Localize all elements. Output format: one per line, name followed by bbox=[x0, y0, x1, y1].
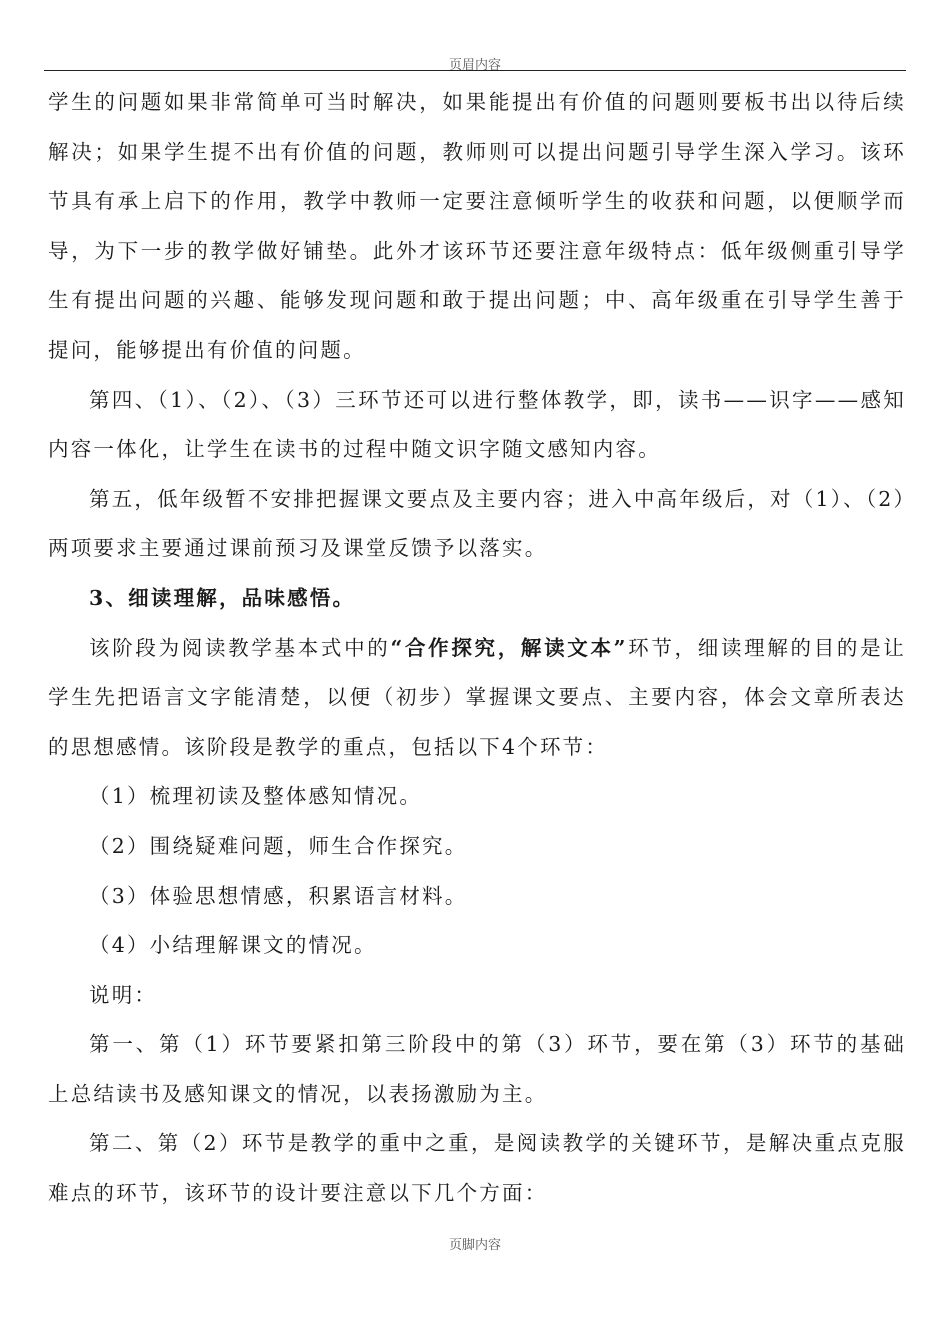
page-header: 页眉内容 bbox=[448, 58, 501, 73]
list-item-3: （3）体验思想情感，积累语言材料。 bbox=[89, 883, 468, 908]
header-rule bbox=[44, 70, 906, 71]
paragraph-stage-intro bbox=[48, 624, 906, 773]
section-heading-3: 3、细读理解，品味感悟。 bbox=[89, 585, 356, 610]
document-body bbox=[48, 78, 906, 1219]
stage-intro-rest: 环节，细读理解的目的是让学生先把语言文字能清楚，以便（初步）掌握课文要点、主要内容，体会文章所表达的思想感情。该阶段是教学的重点，包括以下4个环节： bbox=[48, 635, 906, 759]
note-label: 说明： bbox=[89, 982, 158, 1007]
paragraph-note-one: 第一、第（1）环节要紧扣第三阶段中的第（3）环节，要在第（3）环节的基础上总结读书及感知课文的情况，以表扬激励为主。 bbox=[48, 1032, 906, 1106]
page-footer: 页脚内容 bbox=[448, 1238, 501, 1253]
paragraph-continued: 学生的问题如果非常简单可当时解决，如果能提出有价值的问题则要板书出以待后续解决；如果学生提不出有价值的问题，教师则可以提出问题引导学生深入学习。该环节具有承上启下的作用，教学中教师一定要注意倾听学生的收获和问题，以便顺学而导，为下一步的教学做好铺垫。此外才该环节还要注意年级特点：低年级侧重引导学生有提出问题的兴趣、能够发现问题和敢于提出问题；中、高年级重在引导学生善于提问，能够提出有价值的问题。 bbox=[48, 90, 906, 362]
stage-intro-emphasis: “合作探究，解读文本” bbox=[390, 635, 628, 660]
list-item-4: （4）小结理解课文的情况。 bbox=[89, 933, 377, 958]
paragraph-note-two: 第二、第（2）环节是教学的重中之重，是阅读教学的关键环节，是解决重点克服难点的环节，该环节的设计要注意以下几个方面： bbox=[48, 1131, 906, 1206]
paragraph-point-four: 第四、（1）、（2）、（3）三环节还可以进行整体教学，即，读书——识字——感知内容一体化，让学生在读书的过程中随文识字随文感知内容。 bbox=[48, 387, 906, 462]
paragraph-point-five: 第五，低年级暂不安排把握课文要点及主要内容；进入中高年级后，对（1）、（2）两项要求主要通过课前预习及课堂反馈予以落实。 bbox=[48, 486, 906, 561]
stage-intro-lead: 该阶段为阅读教学基本式中的 bbox=[89, 635, 391, 660]
list-item-2: （2）围绕疑难问题，师生合作探究。 bbox=[89, 833, 468, 858]
list-item-1: （1）梳理初读及整体感知情况。 bbox=[89, 784, 423, 809]
